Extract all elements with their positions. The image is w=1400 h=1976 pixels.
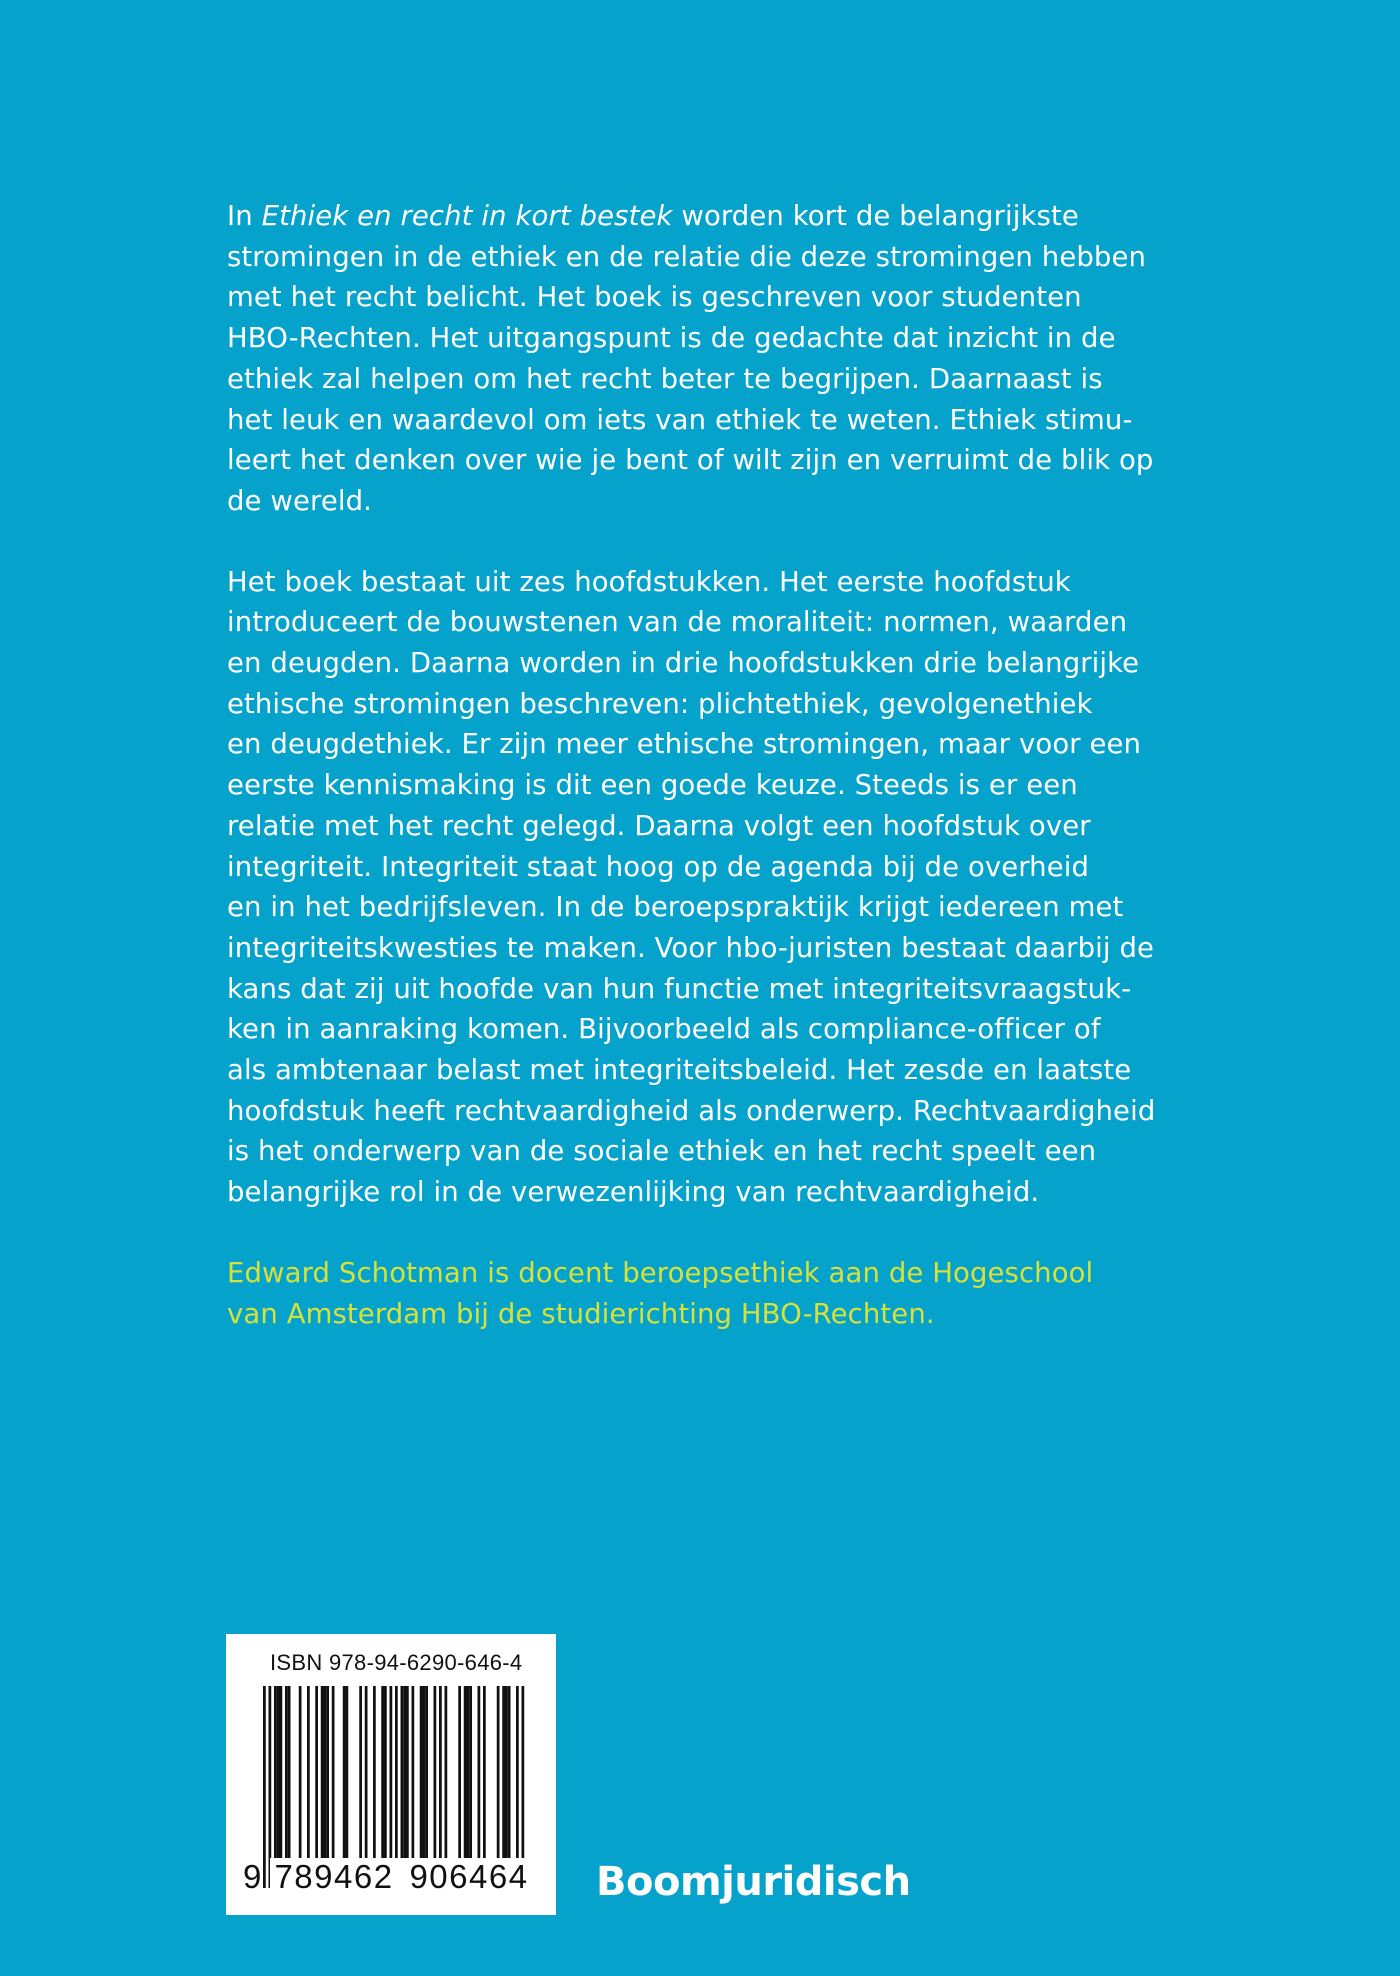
barcode-bar	[508, 1686, 511, 1858]
barcode-bar	[497, 1686, 500, 1858]
barcode-bar	[365, 1686, 368, 1858]
barcode-bar	[423, 1686, 426, 1858]
intro-prefix: In	[227, 200, 262, 232]
barcode-bar	[412, 1686, 415, 1858]
barcode-bar	[359, 1686, 362, 1858]
barcode-bar	[285, 1686, 288, 1858]
barcode-bar	[321, 1686, 324, 1858]
publisher-logo: Boomjuridisch	[596, 1859, 911, 1905]
ean-first-digit: 9	[243, 1858, 262, 1895]
barcode-bar	[406, 1686, 409, 1858]
barcode-bar	[324, 1686, 327, 1858]
barcode-bar	[467, 1686, 470, 1858]
barcode-bar	[343, 1686, 346, 1858]
barcode-bar	[288, 1686, 291, 1858]
barcode-bar	[483, 1686, 486, 1858]
barcode-bar	[280, 1686, 283, 1858]
contents-paragraph: Het boek bestaat uit zes hoofdstukken. Het eerste hoofdstuk introduceert de bouwstenen van de moraliteit: normen, waarden en deugden. Daarna worden in drie hoofdstukken drie belangrijke ethische stromingen beschreven: plichtethiek, gevolgenethiek en deugdethiek. Er zijn meer ethische stromingen, maar voor een eerste kennismaking is dit een goede keuze. Steeds is er een relatie met het recht gelegd. Daarna volgt een hoofdstuk over integriteit. Integriteit staat hoog op de agenda bij de overheid en in het bedrijfsleven. In de beroepspraktijk krijgt iedereen met integriteitskwesties te maken. Voor hbo-juristen bestaat daarbij de kans dat zij uit hoofde van hun functie met integriteitsvraagstuk- ken in aanraking komen. Bijvoorbeeld als compliance-officer of als ambtenaar belast met integriteitsbeleid. Het zesde en laatste hoofdstuk heeft rechtvaardigheid als onderwerp. Rechtvaardigheid is het onderwerp van de sociale ethiek en het recht speelt een belangrijke rol in de verwezenlijking van rechtvaardigheid.	[227, 565, 1156, 1209]
barcode-bar	[332, 1686, 335, 1858]
ean-left-group: 789462	[270, 1858, 398, 1896]
barcode-bar	[458, 1686, 461, 1858]
barcode-bar	[326, 1686, 329, 1858]
blurb-text-block	[227, 196, 1187, 1334]
barcode-bar	[381, 1686, 384, 1858]
barcode-bar	[401, 1686, 404, 1858]
barcode-bar	[505, 1686, 508, 1858]
barcode-bar	[299, 1686, 302, 1858]
barcode-bar	[464, 1686, 467, 1858]
barcode-bar	[346, 1686, 349, 1858]
barcode-bar	[403, 1686, 406, 1858]
barcode-bar	[445, 1686, 448, 1858]
ean-right-group: 906464	[405, 1858, 533, 1896]
isbn-label: ISBN 978-94-6290-646-4	[270, 1650, 523, 1675]
barcode-bar	[425, 1686, 428, 1858]
barcode-bar	[274, 1686, 277, 1858]
barcode-bar	[502, 1686, 505, 1858]
ean-digits	[226, 1858, 556, 1898]
barcode-bar	[478, 1686, 481, 1858]
barcode-bar	[384, 1686, 387, 1858]
intro-paragraph	[227, 196, 1187, 522]
barcode-bar	[307, 1686, 310, 1858]
book-title-italic: Ethiek en recht in kort bestek	[261, 200, 673, 232]
barcode-bar	[469, 1686, 472, 1858]
author-bio-paragraph: Edward Schotman is docent beroepsethiek aan de Hogeschool van Amsterdam bij de studierichting HBO-Rechten.	[227, 1256, 1094, 1330]
barcode-bar	[420, 1686, 423, 1858]
barcode-bar	[439, 1686, 442, 1858]
barcode-bar	[277, 1686, 280, 1858]
barcode-bar	[434, 1686, 437, 1858]
barcode-bar	[315, 1686, 318, 1858]
barcode-bar	[373, 1686, 376, 1858]
intro-text: worden kort de belangrijkste stromingen in de ethiek en de relatie die deze stromingen hebben met het recht belicht. Het boek is geschreven voor studenten HBO-Rechten. Het uitgangspunt is de gedachte dat inzicht in de ethiek zal helpen om het recht beter te begrijpen. Daarnaast is het leuk en waardevol om iets van ethiek te weten. Ethiek stimu- leert het denken over wie je bent of wilt zijn en verruimt de blik op de wereld.	[227, 200, 1154, 517]
isbn-barcode	[226, 1634, 556, 1915]
